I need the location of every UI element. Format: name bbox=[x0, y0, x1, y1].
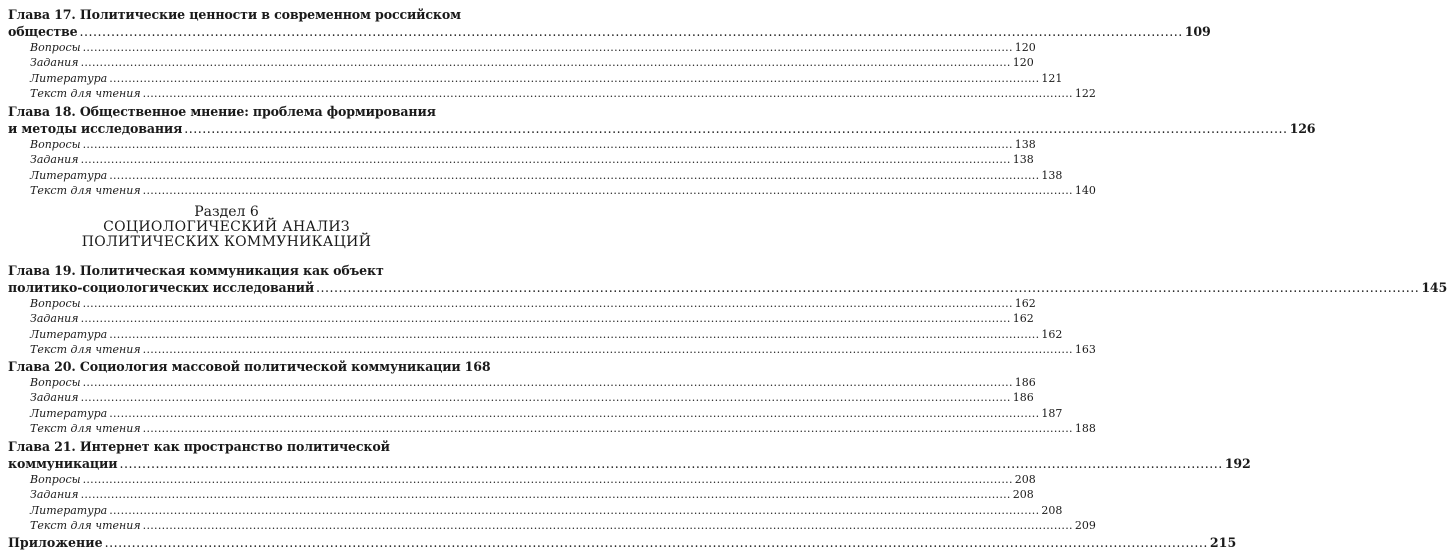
entry-page-number: 120 bbox=[1012, 56, 1034, 70]
chapter-title-line: Глава 21. Интернет как пространство политической bbox=[8, 439, 390, 454]
entry-page-number: 209 bbox=[1074, 519, 1096, 533]
entry-label: Вопросы bbox=[30, 473, 81, 486]
entry-label: Литература bbox=[30, 71, 108, 85]
entry-label: Литература bbox=[30, 168, 108, 182]
appendix-page-number: 215 bbox=[1209, 535, 1237, 550]
entry-label: Задания bbox=[30, 312, 79, 326]
entry-page-number: 120 bbox=[1014, 41, 1036, 54]
dot-leader bbox=[79, 23, 1182, 40]
chapter-page-number: 168 bbox=[464, 359, 491, 374]
chapter-page-number: 192 bbox=[1224, 456, 1251, 471]
entry-label: Текст для чтения bbox=[30, 519, 141, 533]
chapter-page-number: 126 bbox=[1289, 121, 1316, 136]
entry-page-number: 162 bbox=[1012, 312, 1034, 326]
entry-label: Литература bbox=[30, 503, 108, 517]
toc-entry-literature bbox=[8, 71, 1063, 86]
appendix-title: Приложение bbox=[8, 535, 103, 550]
entry-page-number: 138 bbox=[1041, 168, 1063, 182]
entry-label: Вопросы bbox=[30, 41, 81, 54]
entry-page-number: 186 bbox=[1014, 376, 1036, 389]
entry-label: Текст для чтения bbox=[30, 184, 141, 198]
toc-entry-questions bbox=[8, 375, 1036, 390]
entry-label: Вопросы bbox=[30, 138, 81, 151]
entry-label: Задания bbox=[30, 153, 79, 167]
entry-label: Вопросы bbox=[30, 297, 81, 310]
dot-leader bbox=[81, 152, 1011, 167]
chapter-title-line: Глава 19. Политическая коммуникация как объект bbox=[8, 263, 384, 278]
entry-page-number: 186 bbox=[1012, 391, 1034, 405]
section-title-line: ПОЛИТИЧЕСКИХ КОММУНИКАЦИЙ bbox=[81, 234, 372, 250]
toc-entry-literature bbox=[8, 503, 1063, 518]
chapter-title-line: обществе bbox=[8, 24, 78, 39]
dot-leader bbox=[83, 375, 1013, 390]
dot-leader bbox=[81, 487, 1011, 502]
chapter-title-line: коммуникации bbox=[8, 456, 118, 471]
chapter-20 bbox=[8, 358, 1096, 437]
dot-leader bbox=[119, 455, 1222, 472]
dot-leader bbox=[143, 86, 1073, 101]
entry-page-number: 138 bbox=[1012, 153, 1034, 167]
toc-entry-tasks bbox=[8, 55, 1034, 70]
chapter-title-line: и методы исследования bbox=[8, 121, 183, 136]
entry-label: Вопросы bbox=[30, 376, 81, 389]
dot-leader bbox=[143, 518, 1073, 533]
toc-entry-questions bbox=[8, 472, 1036, 487]
dot-leader bbox=[83, 472, 1013, 487]
entry-page-number: 208 bbox=[1041, 503, 1063, 517]
dot-leader bbox=[109, 503, 1039, 518]
dot-leader bbox=[109, 71, 1039, 86]
entry-label: Задания bbox=[30, 488, 79, 502]
dot-leader bbox=[316, 279, 1419, 296]
toc-entry-questions bbox=[8, 137, 1036, 152]
toc-entry-reading bbox=[8, 518, 1096, 533]
dot-leader bbox=[143, 342, 1073, 357]
dot-leader bbox=[105, 534, 1208, 551]
toc-entry-literature bbox=[8, 168, 1063, 183]
dot-leader bbox=[143, 183, 1073, 198]
entry-page-number: 208 bbox=[1014, 473, 1036, 486]
entry-page-number: 140 bbox=[1074, 184, 1096, 198]
chapter-title-line: Глава 17. Политические ценности в современном российском bbox=[8, 7, 461, 22]
entry-page-number: 162 bbox=[1041, 327, 1063, 341]
toc-entry-literature bbox=[8, 327, 1063, 342]
toc-entry-reading bbox=[8, 421, 1096, 436]
toc-entry-reading bbox=[8, 86, 1096, 101]
chapter-17 bbox=[8, 6, 1211, 102]
chapter-title-last-line bbox=[8, 455, 1251, 472]
section-title-line: СОЦИОЛОГИЧЕСКИЙ АНАЛИЗ bbox=[103, 219, 350, 235]
entry-page-number: 121 bbox=[1041, 71, 1063, 85]
chapter-page-number: 109 bbox=[1184, 24, 1211, 39]
dot-leader bbox=[109, 406, 1039, 421]
chapter-title-line: политико-социологических исследований bbox=[8, 280, 315, 295]
dot-leader bbox=[143, 421, 1073, 436]
section-number: Раздел 6 bbox=[194, 204, 259, 220]
chapter-19 bbox=[8, 262, 1447, 358]
entry-page-number: 162 bbox=[1014, 297, 1036, 310]
entry-page-number: 163 bbox=[1074, 343, 1096, 357]
section-heading bbox=[0, 204, 453, 250]
toc-entry-tasks bbox=[8, 152, 1034, 167]
entry-label: Литература bbox=[30, 327, 108, 341]
entry-label: Текст для чтения bbox=[30, 343, 141, 357]
chapter-title-last-line bbox=[8, 23, 1211, 40]
chapter-title-line: Глава 18. Общественное мнение: проблема формирования bbox=[8, 104, 436, 119]
entry-page-number: 122 bbox=[1074, 87, 1096, 101]
entry-label: Текст для чтения bbox=[30, 87, 141, 101]
toc-entry-literature bbox=[8, 406, 1063, 421]
chapter-title-last-line bbox=[8, 120, 1316, 137]
entry-label: Задания bbox=[30, 391, 79, 405]
toc-entry-questions bbox=[8, 40, 1036, 55]
dot-leader bbox=[81, 311, 1011, 326]
dot-leader bbox=[83, 137, 1013, 152]
entry-page-number: 188 bbox=[1074, 422, 1096, 436]
dot-leader bbox=[109, 168, 1039, 183]
dot-leader bbox=[83, 296, 1013, 311]
entry-label: Литература bbox=[30, 406, 108, 420]
chapter-page-number: 145 bbox=[1421, 280, 1447, 295]
dot-leader bbox=[81, 390, 1011, 405]
chapter-title-line: Глава 20. Социология массовой политической коммуникации bbox=[8, 359, 461, 374]
entry-page-number: 187 bbox=[1041, 406, 1063, 420]
dot-leader bbox=[83, 40, 1013, 55]
dot-leader bbox=[81, 55, 1011, 70]
entry-page-number: 138 bbox=[1014, 138, 1036, 151]
chapter-21 bbox=[8, 438, 1251, 534]
toc-entry-tasks bbox=[8, 390, 1034, 405]
entry-label: Текст для чтения bbox=[30, 422, 141, 436]
dot-leader bbox=[184, 120, 1287, 137]
toc-entry-reading bbox=[8, 183, 1096, 198]
appendix-entry bbox=[8, 534, 1237, 551]
toc-entry-tasks bbox=[8, 311, 1034, 326]
chapter-18 bbox=[8, 103, 1316, 199]
dot-leader bbox=[109, 327, 1039, 342]
chapter-title-last-line bbox=[8, 279, 1447, 296]
chapter-title-last-line bbox=[8, 358, 491, 375]
entry-label: Задания bbox=[30, 56, 79, 70]
toc-entry-questions bbox=[8, 296, 1036, 311]
entry-page-number: 208 bbox=[1012, 488, 1034, 502]
toc-entry-tasks bbox=[8, 487, 1034, 502]
toc-entry-reading bbox=[8, 342, 1096, 357]
